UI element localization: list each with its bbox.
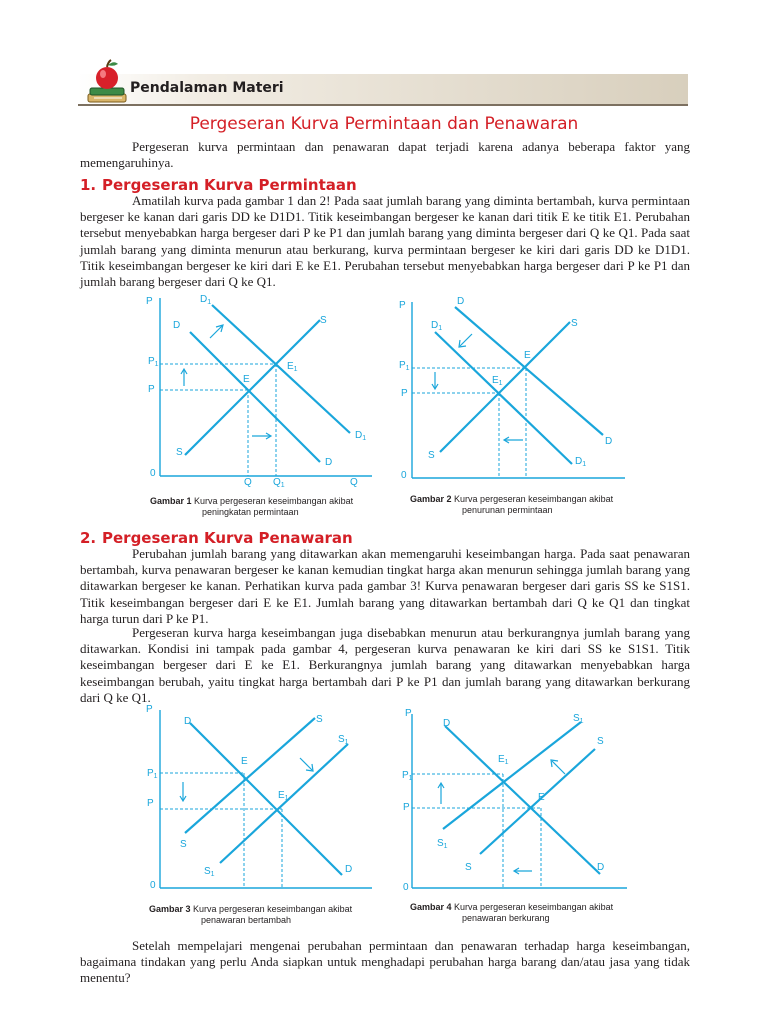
caption-label: Gambar 1 xyxy=(150,496,192,506)
label-d1-bottom: $D_1$ xyxy=(355,430,367,442)
caption-label: Gambar 3 xyxy=(149,904,191,914)
tick-label-p: P xyxy=(403,802,410,813)
label-s1-top: $S_1$ xyxy=(338,734,349,746)
axis-label-p: P xyxy=(399,300,406,311)
label-d-bottom: D xyxy=(597,862,605,873)
tick-label-p1: $P_1$ xyxy=(399,360,410,372)
origin-label: 0 xyxy=(150,468,156,479)
caption-line1: Kurva pergeseran keseimbangan akibat xyxy=(193,904,353,914)
label-s-bottom: S xyxy=(428,450,435,461)
caption-gambar-1 xyxy=(150,496,353,518)
section-header-bar xyxy=(78,74,688,106)
caption-line1: Kurva pergeseran keseimbangan akibat xyxy=(454,902,614,912)
demand-line-d xyxy=(190,332,320,462)
demand-line-d xyxy=(190,723,342,875)
point-label-e1: $E_1$ xyxy=(278,790,289,802)
demand-line-d1 xyxy=(435,332,572,464)
caption-label: Gambar 2 xyxy=(410,494,452,504)
chart-gambar-2 xyxy=(395,292,635,492)
demand-line-d1 xyxy=(212,305,350,433)
tick-label-p: P xyxy=(401,388,408,399)
label-s-top: S xyxy=(316,714,323,725)
shift-arrow-right xyxy=(252,433,271,439)
caption-gambar-4 xyxy=(410,902,613,924)
label-s1-bottom: $S_1$ xyxy=(204,866,215,878)
caption-line1: Kurva pergeseran keseimbangan akibat xyxy=(194,496,354,506)
shift-arrow-down xyxy=(180,782,186,801)
origin-label: 0 xyxy=(401,470,407,481)
label-d-top: D xyxy=(184,716,192,727)
shift-arrow-diagonal xyxy=(551,760,565,774)
tick-label-p1: $P_1$ xyxy=(147,768,158,780)
axis-label-p: P xyxy=(146,704,153,715)
shift-arrow-up xyxy=(438,783,444,804)
apple-books-icon xyxy=(86,58,130,106)
section-2-paragraph-1: Perubahan jumlah barang yang ditawarkan akan memengaruhi keseimbangan harga. Pada saat penawaran bertambah, kurva penawaran bergeser ke kanan kemudian tingkat harga akan menurun sehingga jumlah barang yang ditawarkan bergeser ke kanan. Perhatikan kurva pada gambar 3! Kurva penawaran bergeser dari garis SS ke S1S1. Titik keseimbangan bergeser dari E ke E1. Jumlah barang yang ditawarkan bertambah dari Q ke Q1 dan tingkat harga turun dari P ke P1. xyxy=(80,546,690,626)
closing-paragraph: Setelah mempelajari mengenai perubahan permintaan dan penawaran terhadap harga keseimbangan, bagaimana tindakan yang perlu Anda siapkan untuk menghadapi perubahan harga barang dan/atau jasa yang tidak menentu? xyxy=(80,938,690,986)
origin-label: 0 xyxy=(150,880,156,891)
section-2-heading xyxy=(80,529,353,547)
shift-arrow-left xyxy=(504,437,523,443)
label-s-top: S xyxy=(320,315,327,326)
label-s-top: S xyxy=(597,736,604,747)
point-label-e: E xyxy=(241,756,248,767)
label-s-bottom: S xyxy=(465,862,472,873)
point-label-e1: $E_1$ xyxy=(492,375,503,387)
label-d-top: D xyxy=(457,296,465,307)
chart-gambar-4 xyxy=(395,704,635,904)
chart-gambar-3 xyxy=(140,702,380,902)
point-label-e: E xyxy=(524,350,531,361)
caption-line2: penurunan permintaan xyxy=(462,505,553,515)
shift-arrow-diagonal xyxy=(459,334,472,347)
section-1-heading xyxy=(80,176,357,194)
tick-label-q: Q xyxy=(244,477,252,488)
label-d1-bottom: $D_1$ xyxy=(575,456,587,468)
caption-line2: peningkatan permintaan xyxy=(202,507,299,517)
label-d-top: D xyxy=(443,718,451,729)
point-label-e: E xyxy=(243,374,250,385)
caption-label: Gambar 4 xyxy=(410,902,452,912)
shift-arrow-down xyxy=(432,372,438,389)
caption-line2: penawaran berkurang xyxy=(462,913,550,923)
section-2-number: 2. xyxy=(80,529,97,547)
supply-line-s xyxy=(185,718,315,833)
label-s-bottom: S xyxy=(180,839,187,850)
caption-gambar-2 xyxy=(410,494,613,516)
chart-gambar-1 xyxy=(140,290,380,490)
label-d-top: D xyxy=(173,320,181,331)
label-s1-bottom: $S_1$ xyxy=(437,838,448,850)
origin-label: 0 xyxy=(403,882,409,893)
label-d-bottom: D xyxy=(605,436,613,447)
caption-line2: penawaran bertambah xyxy=(201,915,292,925)
label-s1-top: $S_1$ xyxy=(573,713,584,725)
point-label-e1: $E_1$ xyxy=(287,361,298,373)
label-s-top: S xyxy=(571,318,578,329)
section-2-title: Pergeseran Kurva Penawaran xyxy=(102,529,353,547)
tick-label-p: P xyxy=(147,798,154,809)
label-d-bottom: D xyxy=(345,864,353,875)
shift-arrow-diagonal xyxy=(210,325,223,338)
tick-label-q1: $Q_1$ xyxy=(273,477,285,489)
tick-label-p1: $P_1$ xyxy=(402,770,413,782)
section-1-paragraph: Amatilah kurva pada gambar 1 dan 2! Pada saat jumlah barang yang diminta bertambah, kurva permintaan bergeser ke kanan dari garis DD ke D1D1. Titik keseimbangan bergeser ke kanan dari titik E ke titik E1. Perubahan tersebut menyebabkan harga bergeser dari P ke P1 dan jumlah barang yang diminta bergeser dari Q ke Q1. Pada saat jumlah barang yang diminta menurun atau berkurang, kurva permintaan bergeser ke kiri dari garis DD ke D1D1. Titik keseimbangan bergeser ke kiri dari E ke E1. Perubahan tersebut menyebabkan harga bergeser dari P ke P1 dan jumlah barang bergeser dari Q ke Q1. xyxy=(80,193,690,290)
shift-arrow-left xyxy=(514,868,532,874)
supply-line-s1 xyxy=(220,744,348,863)
section-header-label: Pendalaman Materi xyxy=(130,80,284,96)
label-s-bottom: S xyxy=(176,447,183,458)
point-label-e: E xyxy=(538,792,545,803)
tick-label-p: P xyxy=(148,384,155,395)
shift-arrow-up xyxy=(181,369,187,386)
supply-line-s1 xyxy=(443,722,581,829)
axis-label-p: P xyxy=(405,708,412,719)
axis-label-q: Q xyxy=(350,477,358,488)
intro-paragraph: Pergeseran kurva permintaan dan penawaran dapat terjadi karena adanya beberapa faktor yang memengaruhinya. xyxy=(80,139,690,171)
section-1-number: 1. xyxy=(80,176,97,194)
caption-gambar-3 xyxy=(149,904,352,926)
shift-arrow-diagonal xyxy=(300,758,313,771)
caption-line1: Kurva pergeseran keseimbangan akibat xyxy=(454,494,614,504)
label-d1-top: $D_1$ xyxy=(431,320,443,332)
label-d-bottom: D xyxy=(325,457,333,468)
page-title: Pergeseran Kurva Permintaan dan Penawaran xyxy=(189,114,579,134)
tick-label-p1: $P_1$ xyxy=(148,356,159,368)
demand-line-d xyxy=(445,726,600,874)
point-label-e1: $E_1$ xyxy=(498,754,509,766)
axis-label-p: P xyxy=(146,296,153,307)
section-1-title: Pergeseran Kurva Permintaan xyxy=(102,176,357,194)
label-d1-top: $D_1$ xyxy=(200,294,212,306)
section-2-paragraph-2: Pergeseran kurva harga keseimbangan juga disebabkan menurun atau berkurangnya jumlah barang yang ditawarkan. Kondisi ini tampak pada gambar 4, pergeseran kurva penawaran ke kiri dari SS ke S1S1. Titik keseimbangan bergeser dari E ke E1. Berkurangnya jumlah barang yang ditawarkan menyebabkan harga keseimbangan berubah, yaitu tingkat harga bertambah dari P ke P1 dan jumlah barang yang ditawarkan berkurang dari Q ke Q1. xyxy=(80,625,690,705)
